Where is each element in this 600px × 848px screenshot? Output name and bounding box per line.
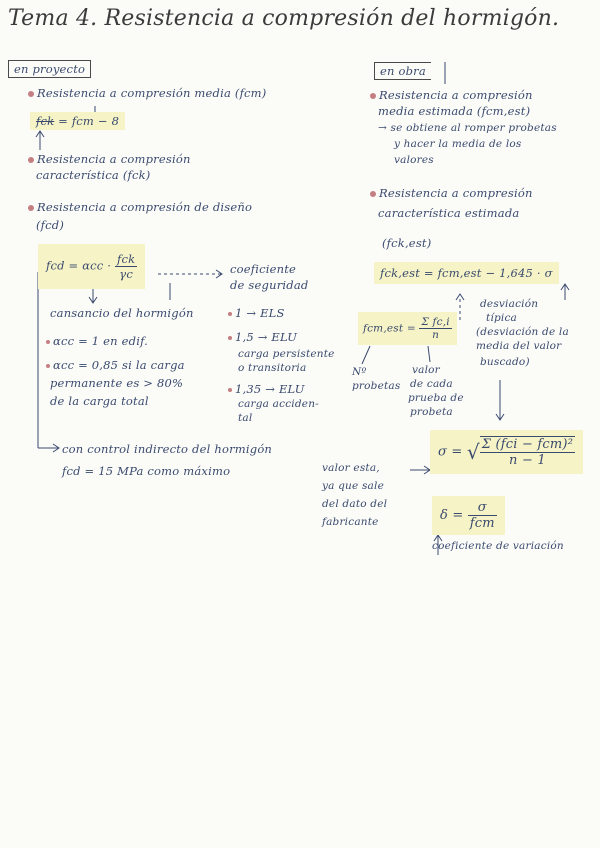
fci-line4: probeta [410, 406, 453, 418]
formula-delta-fraction [468, 500, 497, 531]
bullet-dot-icon [228, 388, 232, 392]
n-probetas-line1: Nº [352, 366, 367, 378]
bullet-fck-est-line2: característica estimada [378, 206, 520, 220]
bullet-fcm-est-line4: y hacer la media de los [394, 138, 522, 150]
formula-fcd-lhs: fcd = αcc · [46, 258, 112, 273]
fci-line3: prueba de [408, 392, 464, 404]
bullet-dot-icon [228, 312, 232, 316]
formula-fck-est: fck,est = fcm,est − 1,645 · σ [374, 262, 559, 284]
formula-delta-num: σ [468, 500, 497, 516]
desviacion-line3: (desviación de la [476, 326, 569, 338]
fci-line1: valor [412, 364, 440, 376]
desviacion-line1: desviación [480, 298, 539, 310]
gamma-item-2-line2: carga persistente [238, 348, 335, 360]
formula-fcd-den: γc [119, 267, 134, 281]
bullet-fcd-line2: (fcd) [36, 218, 65, 232]
valor-esta-line1: valor esta, [322, 462, 380, 474]
gamma-item-3-line2: carga acciden- [238, 398, 319, 410]
formula-fcm-est-fraction [419, 316, 451, 341]
formula-delta [432, 496, 505, 535]
bullet-fck [28, 152, 191, 166]
bullet-fck-est [370, 186, 533, 200]
formula-fcd [38, 244, 145, 289]
section-header-en-proyecto: en proyecto [8, 60, 91, 78]
n-probetas-line2: probetas [352, 380, 401, 392]
gamma-item-3-line3: tal [238, 412, 253, 424]
acc-item-1-text: αcc = 1 en edif. [53, 334, 148, 348]
bullet-fcm-est [370, 88, 533, 102]
gamma-item-3 [228, 382, 305, 396]
bullet-fcm-est-line5: valores [394, 154, 434, 166]
coef-seguridad-line1: coeficiente [230, 262, 297, 276]
bullet-fck-line2: característica (fck) [36, 168, 151, 182]
valor-esta-line3: del dato del [322, 498, 388, 510]
desviacion-line5: buscado) [480, 356, 530, 368]
gamma-item-1-text: 1 → ELS [235, 306, 285, 320]
bullet-dot-icon [370, 93, 376, 99]
formula-delta-lhs: δ = [440, 508, 464, 523]
formula-sigma [430, 430, 583, 474]
formula-fck-rhs: = fcm − 8 [58, 114, 120, 128]
acc-item-1 [46, 334, 148, 348]
page-title: Tema 4. Resistencia a compresión del hormigón. [8, 6, 560, 31]
formula-sigma-lhs: σ = [438, 444, 463, 460]
acc-item-2 [46, 358, 185, 372]
bullet-dot-icon [46, 340, 50, 344]
formula-fcm-est-lhs: fcm,est = [363, 322, 416, 335]
bullet-dot-icon [28, 157, 34, 163]
sqrt-icon: √ [466, 440, 480, 464]
formula-sigma-fraction [480, 436, 575, 468]
bullet-fcm-est-line3: → se obtiene al romper probetas [378, 122, 557, 134]
bullet-dot-icon [370, 191, 376, 197]
formula-fcm-est-num: Σ fc,i [421, 316, 450, 328]
formula-fck [30, 112, 125, 130]
formula-delta-den: fcm [469, 516, 495, 531]
fci-line2: de cada [410, 378, 453, 390]
acc-item-2-line2: permanente es > 80% [50, 376, 184, 390]
acc-item-2-line3: de la carga total [50, 394, 149, 408]
bullet-dot-icon [28, 205, 34, 211]
bullet-fck-line1: Resistencia a compresión [37, 152, 191, 166]
formula-fcm-est-den: n [432, 329, 440, 341]
formula-sigma-num: Σ (fci − fcm)² [481, 437, 574, 452]
desviacion-line4: media del valor [476, 340, 562, 352]
gamma-item-1 [228, 306, 285, 320]
formula-fcd-num: fck [117, 252, 136, 266]
coef-seguridad-line2: de seguridad [230, 278, 309, 292]
control-indirecto-line2: fcd = 15 MPa como máximo [62, 464, 231, 478]
formula-sigma-den: n − 1 [509, 453, 546, 468]
coef-variacion-label: coeficiente de variación [432, 540, 564, 552]
section-header-en-obra: en obra [374, 62, 431, 80]
bullet-fcd [28, 200, 252, 214]
valor-esta-line2: ya que sale [322, 480, 384, 492]
formula-fck-lhs: fck [36, 114, 55, 128]
desviacion-line2: típica [486, 312, 517, 324]
bullet-fck-est-line1: Resistencia a compresión [379, 186, 533, 200]
gamma-item-2-line1: 1,5 → ELU [235, 330, 298, 344]
formula-fcd-fraction [115, 252, 137, 281]
gamma-item-2 [228, 330, 297, 344]
formula-fcm-est [358, 312, 457, 345]
bullet-dot-icon [28, 91, 34, 97]
bullet-fcm-est-line1: Resistencia a compresión [379, 88, 533, 102]
control-indirecto-line1: con control indirecto del hormigón [62, 442, 273, 456]
gamma-item-2-line3: o transitoria [238, 362, 307, 374]
bullet-fcm-est-line2: media estimada (fcm,est) [378, 104, 531, 118]
cansancio-label: cansancio del hormigón [50, 306, 194, 320]
acc-item-2-line1: αcc = 0,85 si la carga [53, 358, 185, 372]
bullet-fcm [28, 86, 266, 100]
bullet-dot-icon [46, 364, 50, 368]
bullet-fcd-line1: Resistencia a compresión de diseño [37, 200, 253, 214]
bullet-dot-icon [228, 336, 232, 340]
bullet-fcm-text: Resistencia a compresión media (fcm) [37, 86, 267, 100]
gamma-item-3-line1: 1,35 → ELU [235, 382, 305, 396]
bullet-fck-est-line3: (fck,est) [382, 236, 432, 250]
valor-esta-line4: fabricante [322, 516, 379, 528]
